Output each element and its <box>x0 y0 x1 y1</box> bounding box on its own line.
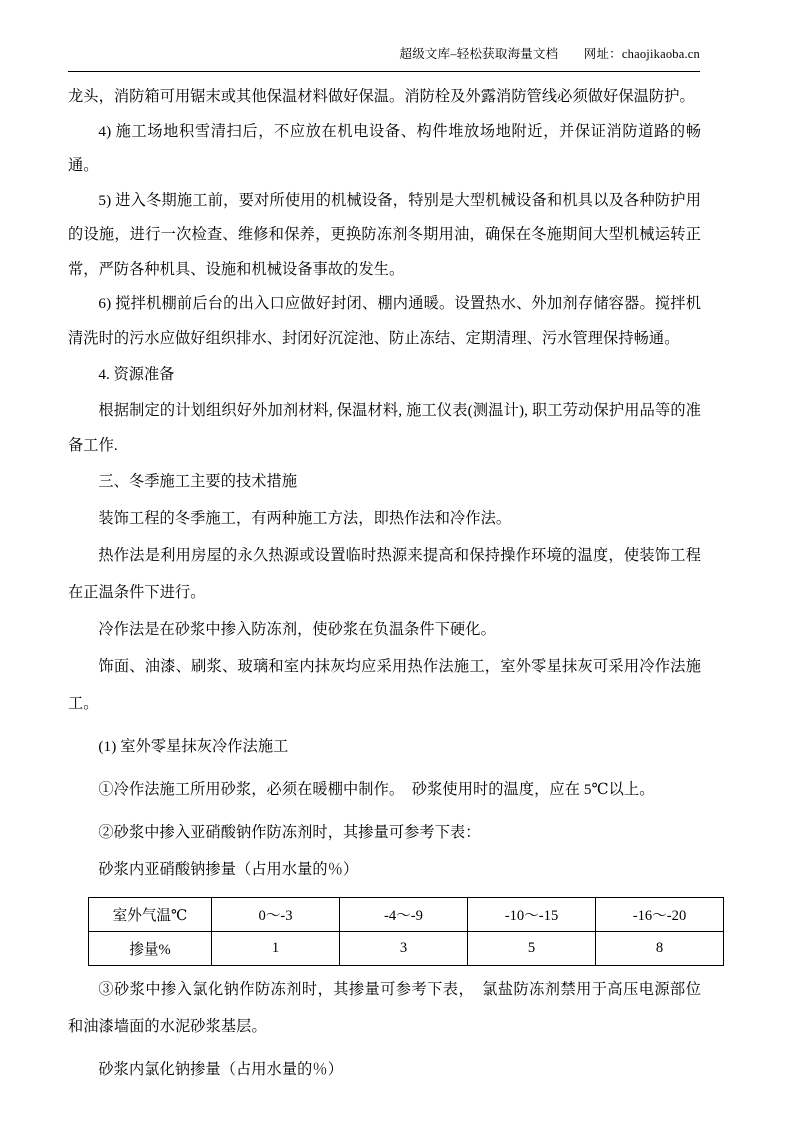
paragraph-item-1-mortar-temperature: ①冷作法施工所用砂浆，必须在暖棚中制作。 砂浆使用时的温度，应在 5℃以上。 <box>98 781 655 798</box>
table-cell-temp-range-2: -4～-9 <box>340 898 468 932</box>
table-cell-dosage-3: 5 <box>468 932 596 966</box>
table-wrapper <box>68 897 701 966</box>
table-cell-temp-range-3: -10～-15 <box>468 898 596 932</box>
paragraph-item-4-snow-clearing: 4) 施工场地积雪清扫后，不应放在机电设备、构件堆放场地附近，并保证消防道路的畅通。 <box>68 122 701 174</box>
paragraph-item-2-sodium-nitrite: ②砂浆中掺入亚硝酸钠作防冻剂时，其掺量可参考下表： <box>98 824 481 841</box>
sodium-nitrite-dosage-table <box>88 897 724 966</box>
table-cell-dosage-1: 1 <box>212 932 340 966</box>
paragraph-item-3-sodium-chloride: ③砂浆中掺入氯化钠作防冻剂时，其掺量可参考下表， 氯盐防冻剂禁用于高压电源部位和油漆墙面的水泥砂浆基层。 <box>68 981 701 1035</box>
paragraph-applicability: 饰面、油漆、刷浆、玻璃和室内抹灰均应采用热作法施工，室外零星抹灰可采用冷作法施工。 <box>68 658 701 712</box>
caption-table-2-sodium-chloride-dosage: 砂浆内氯化钠掺量（占用水量的％） <box>98 1061 343 1078</box>
heading-section-3-technical-measures: 三、冬季施工主要的技术措施 <box>98 473 298 490</box>
caption-table-1-sodium-nitrite-dosage: 砂浆内亚硝酸钠掺量（占用水量的％） <box>98 861 359 878</box>
table-row-outdoor-temperature <box>89 898 724 932</box>
table-cell-temp-range-4: -16～-20 <box>596 898 724 932</box>
paragraph-cold-method: 冷作法是在砂浆中掺入防冻剂，使砂浆在负温条件下硬化。 <box>98 621 496 638</box>
paragraph-item-6-mixer-shed: 6) 搅拌机棚前后台的出入口应做好封闭、棚内通暖。设置热水、外加剂存储容器。搅拌机清洗时的污水应做好组织排水、封闭好沉淀池、防止冻结、定期清理、污水管理保持畅通。 <box>68 295 701 347</box>
table-row-dosage-percent <box>89 932 724 966</box>
heading-subsection-1-outdoor-plastering: (1) 室外零星抹灰冷作法施工 <box>98 738 289 755</box>
paragraph-item-5-machinery-check: 5) 进入冬期施工前，要对所使用的机械设备，特别是大型机械设备和机具以及各种防护用的设施，进行一次检查、维修和保养，更换防冻剂冬期用油，确保在冬施期间大型机械运转正常，严防各种机具、设施和机械设备事故的发生。 <box>68 191 701 278</box>
table-cell-dosage-4: 8 <box>596 932 724 966</box>
table-cell-row-label: 掺量% <box>89 932 212 966</box>
paragraph-section-4-body: 根据制定的计划组织好外加剂材料, 保温材料, 施工仪表(测温计), 职工劳动保护用品等的准备工作. <box>68 402 701 454</box>
header-watermark-text: 超级文库–轻松获取海量文档 网址：chaojikaoba.cn <box>399 47 700 61</box>
header-divider-rule <box>68 71 700 72</box>
table-cell-row-label: 室外气温℃ <box>89 898 212 932</box>
paragraph-fire-hydrant-insulation: 龙头，消防箱可用锯末或其他保温材料做好保温。消防栓及外露消防管线必须做好保温防护。 <box>68 88 695 105</box>
heading-section-4-resource-preparation: 4. 资源准备 <box>98 366 175 383</box>
paragraph-hot-method: 热作法是利用房屋的永久热源或设置临时热源来提高和保持操作环境的温度，使装饰工程在正温条件下进行。 <box>68 547 701 601</box>
paragraph-two-methods: 装饰工程的冬季施工，有两种施工方法，即热作法和冷作法。 <box>98 510 512 527</box>
table-cell-temp-range-1: 0～-3 <box>212 898 340 932</box>
table-cell-dosage-2: 3 <box>340 932 468 966</box>
document-body <box>68 80 701 1088</box>
page-header <box>68 44 700 74</box>
